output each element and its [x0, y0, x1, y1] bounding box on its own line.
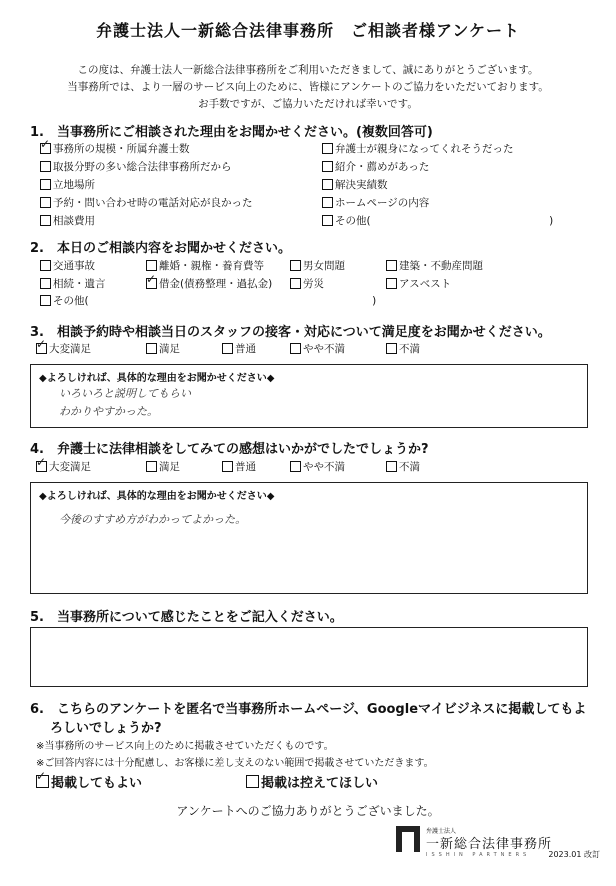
checkbox-checked[interactable] [36, 461, 47, 472]
q4-heading: 4. 弁護士に法律相談をしてみての感想はいかがでしたでしょうか? [30, 442, 429, 457]
q2-option[interactable]: 相続・遺言 [40, 276, 106, 291]
checkbox[interactable] [40, 179, 51, 190]
checkbox[interactable] [386, 278, 397, 289]
q3-option[interactable]: やや不満 [290, 341, 345, 356]
checkbox[interactable] [386, 461, 397, 472]
checkbox[interactable] [290, 260, 301, 271]
checkbox[interactable] [146, 343, 157, 354]
q3-option[interactable]: 普通 [222, 341, 256, 356]
q2-option[interactable]: 労災 [290, 276, 324, 291]
checkbox-checked[interactable] [36, 343, 47, 354]
checkbox[interactable] [146, 260, 157, 271]
q1-option[interactable]: 弁護士が親身になってくれそうだった [322, 141, 514, 156]
checkbox[interactable] [322, 179, 333, 190]
checkbox[interactable] [322, 197, 333, 208]
thanks-message: アンケートへのご協力ありがとうございました。 [176, 804, 440, 818]
checkbox[interactable] [40, 161, 51, 172]
firm-logo-icon [396, 826, 420, 852]
checkbox[interactable] [40, 295, 51, 306]
q1-option[interactable]: ✓ 事務所の規模・所属弁護士数 [40, 141, 190, 156]
checkbox-checked[interactable] [40, 143, 51, 154]
q4-option[interactable]: 満足 [146, 459, 180, 474]
firm-logo [396, 826, 553, 874]
q3-handwriting-line-1: いろいろと説明してもらい [59, 387, 191, 400]
q2-option[interactable]: 離婚・親権・養育費等 [146, 258, 264, 273]
q4-option[interactable]: 普通 [222, 459, 256, 474]
checkbox[interactable] [40, 260, 51, 271]
q4-option[interactable]: やや不満 [290, 459, 345, 474]
logo-small-text: 弁護士法人 [426, 828, 457, 835]
q3-heading: 3. 相談予約時や相談当日のスタッフの接客・対応について満足度をお聞かせください。 [30, 325, 551, 340]
revision-label: 2023.01 改訂 [548, 850, 600, 859]
q1-option[interactable]: 解決実績数 [322, 177, 388, 192]
checkbox[interactable] [222, 461, 233, 472]
intro-line-1: この度は、弁護士法人一新総合法律事務所をご利用いただきまして、誠にありがとうございます。 [77, 64, 539, 76]
q4-comment-box[interactable] [30, 482, 588, 594]
checkbox-checked[interactable] [36, 775, 49, 788]
q1-option[interactable]: 立地場所 [40, 177, 95, 192]
checkbox[interactable] [40, 278, 51, 289]
q6-option-allow[interactable]: ✓ 掲載してもよい [36, 772, 142, 791]
intro-line-2: 当事務所では、より一層のサービス向上のために、皆様にアンケートのご協力をいただいております。 [67, 81, 549, 93]
checkbox[interactable] [222, 343, 233, 354]
q4-comment-label: ◆よろしければ、具体的な理由をお聞かせください◆ [39, 491, 275, 502]
intro-line-3: お手数ですが、ご協力いただければ幸いです。 [198, 98, 418, 110]
checkbox[interactable] [146, 461, 157, 472]
q4-option[interactable]: ✓ 大変満足 [36, 459, 91, 474]
checkbox[interactable] [386, 260, 397, 271]
q2-heading: 2. 本日のご相談内容をお聞かせください。 [30, 241, 291, 256]
checkbox[interactable] [322, 143, 333, 154]
q2-option[interactable]: ✓ 借金(債務整理・過払金) [146, 276, 272, 291]
q4-option[interactable]: 不満 [386, 459, 420, 474]
q6-note-2: ※ご回答内容には十分配慮し、お客様に差し支えのない範囲で掲載させていただきます。 [36, 758, 434, 769]
q3-comment-label: ◆よろしければ、具体的な理由をお聞かせください◆ [39, 373, 275, 384]
q1-option-other[interactable]: その他( ) [322, 213, 553, 228]
logo-firm-name: 一新総合法律事務所 [426, 837, 553, 852]
q1-option[interactable]: 紹介・薦めがあった [322, 159, 429, 174]
q1-option[interactable]: ホームページの内容 [322, 195, 429, 210]
q2-option[interactable]: アスベスト [386, 276, 451, 291]
checkbox[interactable] [246, 775, 259, 788]
q1-heading: 1. 当事務所にご相談された理由をお聞かせください。(複数回答可) [30, 125, 433, 140]
q1-option[interactable]: 予約・問い合わせ時の電話対応が良かった [40, 195, 253, 210]
q6-heading-line-1: 6. こちらのアンケートを匿名で当事務所ホームページ、Googleマイビジネスに掲載してもよ [30, 702, 587, 717]
q1-option[interactable]: 取扱分野の多い総合法律事務所だから [40, 159, 232, 174]
page-title: 弁護士法人一新総合法律事務所 ご相談者様アンケート [95, 21, 521, 40]
checkbox[interactable] [40, 215, 51, 226]
q6-option-decline[interactable]: 掲載は控えてほしい [246, 772, 378, 791]
q2-option[interactable]: 交通事故 [40, 258, 95, 273]
q5-comment-box[interactable] [30, 627, 588, 687]
checkbox[interactable] [290, 278, 301, 289]
q3-option[interactable]: ✓ 大変満足 [36, 341, 91, 356]
logo-english-name: ISSHIN PARTNERS [426, 852, 531, 858]
q3-handwriting-line-2: わかりやすかった。 [59, 405, 158, 418]
checkbox[interactable] [386, 343, 397, 354]
q2-option-other[interactable]: その他( ) [40, 293, 376, 308]
q3-option[interactable]: 不満 [386, 341, 420, 356]
checkbox-checked[interactable] [146, 278, 157, 289]
checkbox[interactable] [322, 161, 333, 172]
q2-option[interactable]: 男女問題 [290, 258, 345, 273]
q3-comment-box[interactable] [30, 364, 588, 428]
q6-heading-line-2: ろしいでしょうか? [50, 721, 162, 736]
q1-option[interactable]: 相談費用 [40, 213, 95, 228]
q4-handwriting: 今後のすすめ方がわかってよかった。 [59, 513, 247, 526]
q5-heading: 5. 当事務所について感じたことをご記入ください。 [30, 610, 343, 625]
checkbox[interactable] [290, 343, 301, 354]
checkbox[interactable] [322, 215, 333, 226]
checkbox[interactable] [40, 197, 51, 208]
q6-note-1: ※当事務所のサービス向上のために掲載させていただくものです。 [36, 741, 334, 752]
q3-option[interactable]: 満足 [146, 341, 180, 356]
q2-option[interactable]: 建築・不動産問題 [386, 258, 483, 273]
checkbox[interactable] [290, 461, 301, 472]
